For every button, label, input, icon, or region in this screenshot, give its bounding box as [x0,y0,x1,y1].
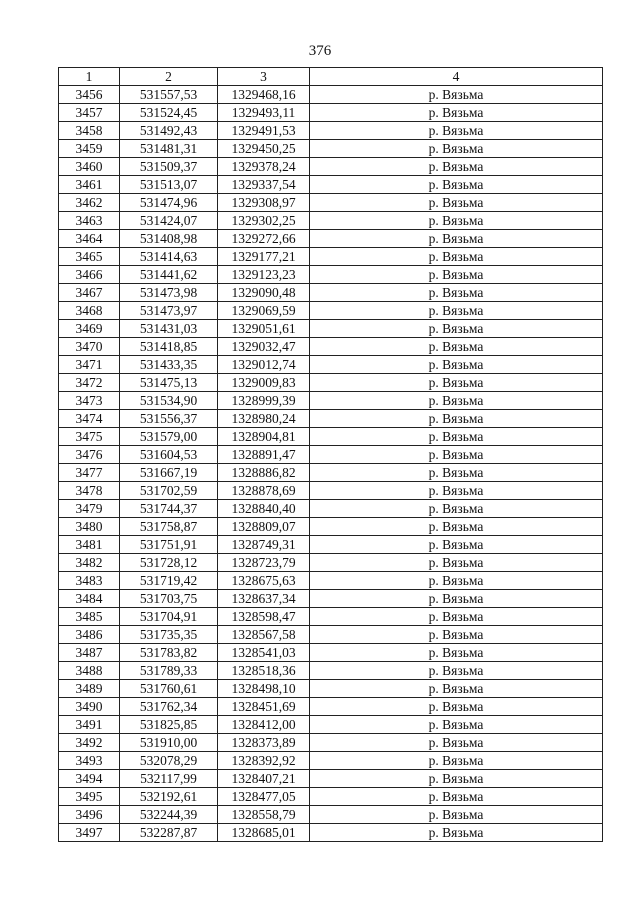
y-coordinate-cell: 1328886,82 [218,464,310,482]
table-row [59,734,603,752]
y-coordinate-cell: 1328451,69 [218,698,310,716]
description-cell: р. Вязьма [310,338,603,356]
description-cell: р. Вязьма [310,266,603,284]
table-row [59,752,603,770]
x-coordinate-cell: 531513,07 [120,176,218,194]
point-number-cell: 3491 [59,716,120,734]
y-coordinate-cell: 1329177,21 [218,248,310,266]
description-cell: р. Вязьма [310,212,603,230]
description-cell: р. Вязьма [310,194,603,212]
point-number-cell: 3492 [59,734,120,752]
point-number-cell: 3476 [59,446,120,464]
point-number-cell: 3475 [59,428,120,446]
x-coordinate-cell: 531825,85 [120,716,218,734]
y-coordinate-cell: 1329493,11 [218,104,310,122]
description-cell: р. Вязьма [310,518,603,536]
description-cell: р. Вязьма [310,284,603,302]
description-cell: р. Вязьма [310,590,603,608]
y-coordinate-cell: 1328637,34 [218,590,310,608]
table-row [59,716,603,734]
table-row [59,572,603,590]
y-coordinate-cell: 1328558,79 [218,806,310,824]
point-number-cell: 3480 [59,518,120,536]
table-row [59,662,603,680]
y-coordinate-cell: 1329468,16 [218,86,310,104]
description-cell: р. Вязьма [310,806,603,824]
table-row [59,320,603,338]
point-number-cell: 3460 [59,158,120,176]
y-coordinate-cell: 1328999,39 [218,392,310,410]
y-coordinate-cell: 1329012,74 [218,356,310,374]
point-number-cell: 3472 [59,374,120,392]
table-row [59,248,603,266]
x-coordinate-cell: 532244,39 [120,806,218,824]
description-cell: р. Вязьма [310,698,603,716]
y-coordinate-cell: 1328567,58 [218,626,310,644]
description-cell: р. Вязьма [310,374,603,392]
y-coordinate-cell: 1328980,24 [218,410,310,428]
y-coordinate-cell: 1329308,97 [218,194,310,212]
x-coordinate-cell: 531702,59 [120,482,218,500]
x-coordinate-cell: 532117,99 [120,770,218,788]
x-coordinate-cell: 531424,07 [120,212,218,230]
description-cell: р. Вязьма [310,446,603,464]
y-coordinate-cell: 1328407,21 [218,770,310,788]
table-row [59,554,603,572]
table-row [59,608,603,626]
page-number: 376 [308,43,332,59]
description-cell: р. Вязьма [310,554,603,572]
table-row [59,770,603,788]
x-coordinate-cell: 531579,00 [120,428,218,446]
table-row [59,428,603,446]
x-coordinate-cell: 531751,91 [120,536,218,554]
description-cell: р. Вязьма [310,572,603,590]
table-row [59,788,603,806]
point-number-cell: 3464 [59,230,120,248]
y-coordinate-cell: 1328675,63 [218,572,310,590]
point-number-cell: 3458 [59,122,120,140]
y-coordinate-cell: 1329032,47 [218,338,310,356]
description-cell: р. Вязьма [310,122,603,140]
point-number-cell: 3479 [59,500,120,518]
table-row [59,194,603,212]
y-coordinate-cell: 1329069,59 [218,302,310,320]
point-number-cell: 3496 [59,806,120,824]
table-row [59,806,603,824]
x-coordinate-cell: 531604,53 [120,446,218,464]
description-cell: р. Вязьма [310,644,603,662]
description-cell: р. Вязьма [310,140,603,158]
x-coordinate-cell: 531760,61 [120,680,218,698]
y-coordinate-cell: 1329337,54 [218,176,310,194]
point-number-cell: 3489 [59,680,120,698]
table-row [59,230,603,248]
y-coordinate-cell: 1328392,92 [218,752,310,770]
table-row [59,500,603,518]
description-cell: р. Вязьма [310,752,603,770]
table-row [59,176,603,194]
point-number-cell: 3490 [59,698,120,716]
description-cell: р. Вязьма [310,500,603,518]
y-coordinate-cell: 1328891,47 [218,446,310,464]
point-number-cell: 3495 [59,788,120,806]
x-coordinate-cell: 531509,37 [120,158,218,176]
table-row [59,374,603,392]
x-coordinate-cell: 531728,12 [120,554,218,572]
point-number-cell: 3461 [59,176,120,194]
description-cell: р. Вязьма [310,248,603,266]
column-header: 3 [218,68,310,86]
x-coordinate-cell: 531667,19 [120,464,218,482]
description-cell: р. Вязьма [310,176,603,194]
point-number-cell: 3481 [59,536,120,554]
y-coordinate-cell: 1328840,40 [218,500,310,518]
table-row [59,158,603,176]
column-header: 2 [120,68,218,86]
point-number-cell: 3477 [59,464,120,482]
y-coordinate-cell: 1328477,05 [218,788,310,806]
point-number-cell: 3459 [59,140,120,158]
y-coordinate-cell: 1328685,01 [218,824,310,842]
x-coordinate-cell: 531735,35 [120,626,218,644]
point-number-cell: 3463 [59,212,120,230]
point-number-cell: 3456 [59,86,120,104]
x-coordinate-cell: 531473,98 [120,284,218,302]
y-coordinate-cell: 1328878,69 [218,482,310,500]
x-coordinate-cell: 531431,03 [120,320,218,338]
description-cell: р. Вязьма [310,716,603,734]
x-coordinate-cell: 531534,90 [120,392,218,410]
coordinates-table [58,67,603,842]
table-row [59,590,603,608]
description-cell: р. Вязьма [310,392,603,410]
x-coordinate-cell: 531556,37 [120,410,218,428]
description-cell: р. Вязьма [310,734,603,752]
point-number-cell: 3488 [59,662,120,680]
table-row [59,626,603,644]
point-number-cell: 3469 [59,320,120,338]
y-coordinate-cell: 1329090,48 [218,284,310,302]
table-row [59,644,603,662]
table-row [59,824,603,842]
point-number-cell: 3473 [59,392,120,410]
y-coordinate-cell: 1329378,24 [218,158,310,176]
y-coordinate-cell: 1329302,25 [218,212,310,230]
y-coordinate-cell: 1329051,61 [218,320,310,338]
table-row [59,446,603,464]
point-number-cell: 3471 [59,356,120,374]
point-number-cell: 3497 [59,824,120,842]
point-number-cell: 3468 [59,302,120,320]
description-cell: р. Вязьма [310,158,603,176]
y-coordinate-cell: 1328598,47 [218,608,310,626]
y-coordinate-cell: 1328749,31 [218,536,310,554]
table-row [59,518,603,536]
description-cell: р. Вязьма [310,824,603,842]
description-cell: р. Вязьма [310,788,603,806]
table-row [59,464,603,482]
description-cell: р. Вязьма [310,482,603,500]
table-row [59,122,603,140]
description-cell: р. Вязьма [310,536,603,554]
x-coordinate-cell: 531492,43 [120,122,218,140]
x-coordinate-cell: 532287,87 [120,824,218,842]
point-number-cell: 3493 [59,752,120,770]
x-coordinate-cell: 532078,29 [120,752,218,770]
y-coordinate-cell: 1328904,81 [218,428,310,446]
column-header: 1 [59,68,120,86]
y-coordinate-cell: 1328518,36 [218,662,310,680]
description-cell: р. Вязьма [310,608,603,626]
y-coordinate-cell: 1328498,10 [218,680,310,698]
table-row [59,302,603,320]
x-coordinate-cell: 531719,42 [120,572,218,590]
x-coordinate-cell: 531762,34 [120,698,218,716]
point-number-cell: 3474 [59,410,120,428]
y-coordinate-cell: 1329009,83 [218,374,310,392]
point-number-cell: 3494 [59,770,120,788]
table-row [59,140,603,158]
point-number-cell: 3485 [59,608,120,626]
x-coordinate-cell: 531789,33 [120,662,218,680]
table-row [59,482,603,500]
table-row [59,104,603,122]
point-number-cell: 3467 [59,284,120,302]
table-row [59,536,603,554]
y-coordinate-cell: 1328373,89 [218,734,310,752]
x-coordinate-cell: 531783,82 [120,644,218,662]
y-coordinate-cell: 1329491,53 [218,122,310,140]
y-coordinate-cell: 1329450,25 [218,140,310,158]
x-coordinate-cell: 531441,62 [120,266,218,284]
x-coordinate-cell: 531475,13 [120,374,218,392]
point-number-cell: 3465 [59,248,120,266]
point-number-cell: 3478 [59,482,120,500]
y-coordinate-cell: 1329123,23 [218,266,310,284]
x-coordinate-cell: 531481,31 [120,140,218,158]
x-coordinate-cell: 531704,91 [120,608,218,626]
point-number-cell: 3486 [59,626,120,644]
table-row [59,356,603,374]
description-cell: р. Вязьма [310,104,603,122]
point-number-cell: 3466 [59,266,120,284]
table-header-row [59,68,603,86]
point-number-cell: 3470 [59,338,120,356]
table-body [59,86,603,842]
table-row [59,698,603,716]
description-cell: р. Вязьма [310,86,603,104]
x-coordinate-cell: 531408,98 [120,230,218,248]
x-coordinate-cell: 531758,87 [120,518,218,536]
x-coordinate-cell: 531474,96 [120,194,218,212]
description-cell: р. Вязьма [310,410,603,428]
y-coordinate-cell: 1328541,03 [218,644,310,662]
table-row [59,86,603,104]
y-coordinate-cell: 1328809,07 [218,518,310,536]
description-cell: р. Вязьма [310,626,603,644]
description-cell: р. Вязьма [310,230,603,248]
description-cell: р. Вязьма [310,356,603,374]
description-cell: р. Вязьма [310,770,603,788]
y-coordinate-cell: 1329272,66 [218,230,310,248]
y-coordinate-cell: 1328412,00 [218,716,310,734]
point-number-cell: 3487 [59,644,120,662]
x-coordinate-cell: 531473,97 [120,302,218,320]
table-row [59,410,603,428]
x-coordinate-cell: 531524,45 [120,104,218,122]
x-coordinate-cell: 531414,63 [120,248,218,266]
x-coordinate-cell: 531910,00 [120,734,218,752]
table-row [59,212,603,230]
point-number-cell: 3484 [59,590,120,608]
x-coordinate-cell: 531703,75 [120,590,218,608]
table-row [59,680,603,698]
x-coordinate-cell: 531744,37 [120,500,218,518]
table-row [59,338,603,356]
table-row [59,392,603,410]
column-header: 4 [310,68,603,86]
y-coordinate-cell: 1328723,79 [218,554,310,572]
point-number-cell: 3457 [59,104,120,122]
x-coordinate-cell: 531418,85 [120,338,218,356]
table-row [59,266,603,284]
x-coordinate-cell: 531557,53 [120,86,218,104]
description-cell: р. Вязьма [310,320,603,338]
description-cell: р. Вязьма [310,680,603,698]
table-row [59,284,603,302]
description-cell: р. Вязьма [310,662,603,680]
point-number-cell: 3482 [59,554,120,572]
x-coordinate-cell: 531433,35 [120,356,218,374]
x-coordinate-cell: 532192,61 [120,788,218,806]
point-number-cell: 3483 [59,572,120,590]
point-number-cell: 3462 [59,194,120,212]
description-cell: р. Вязьма [310,302,603,320]
description-cell: р. Вязьма [310,428,603,446]
description-cell: р. Вязьма [310,464,603,482]
